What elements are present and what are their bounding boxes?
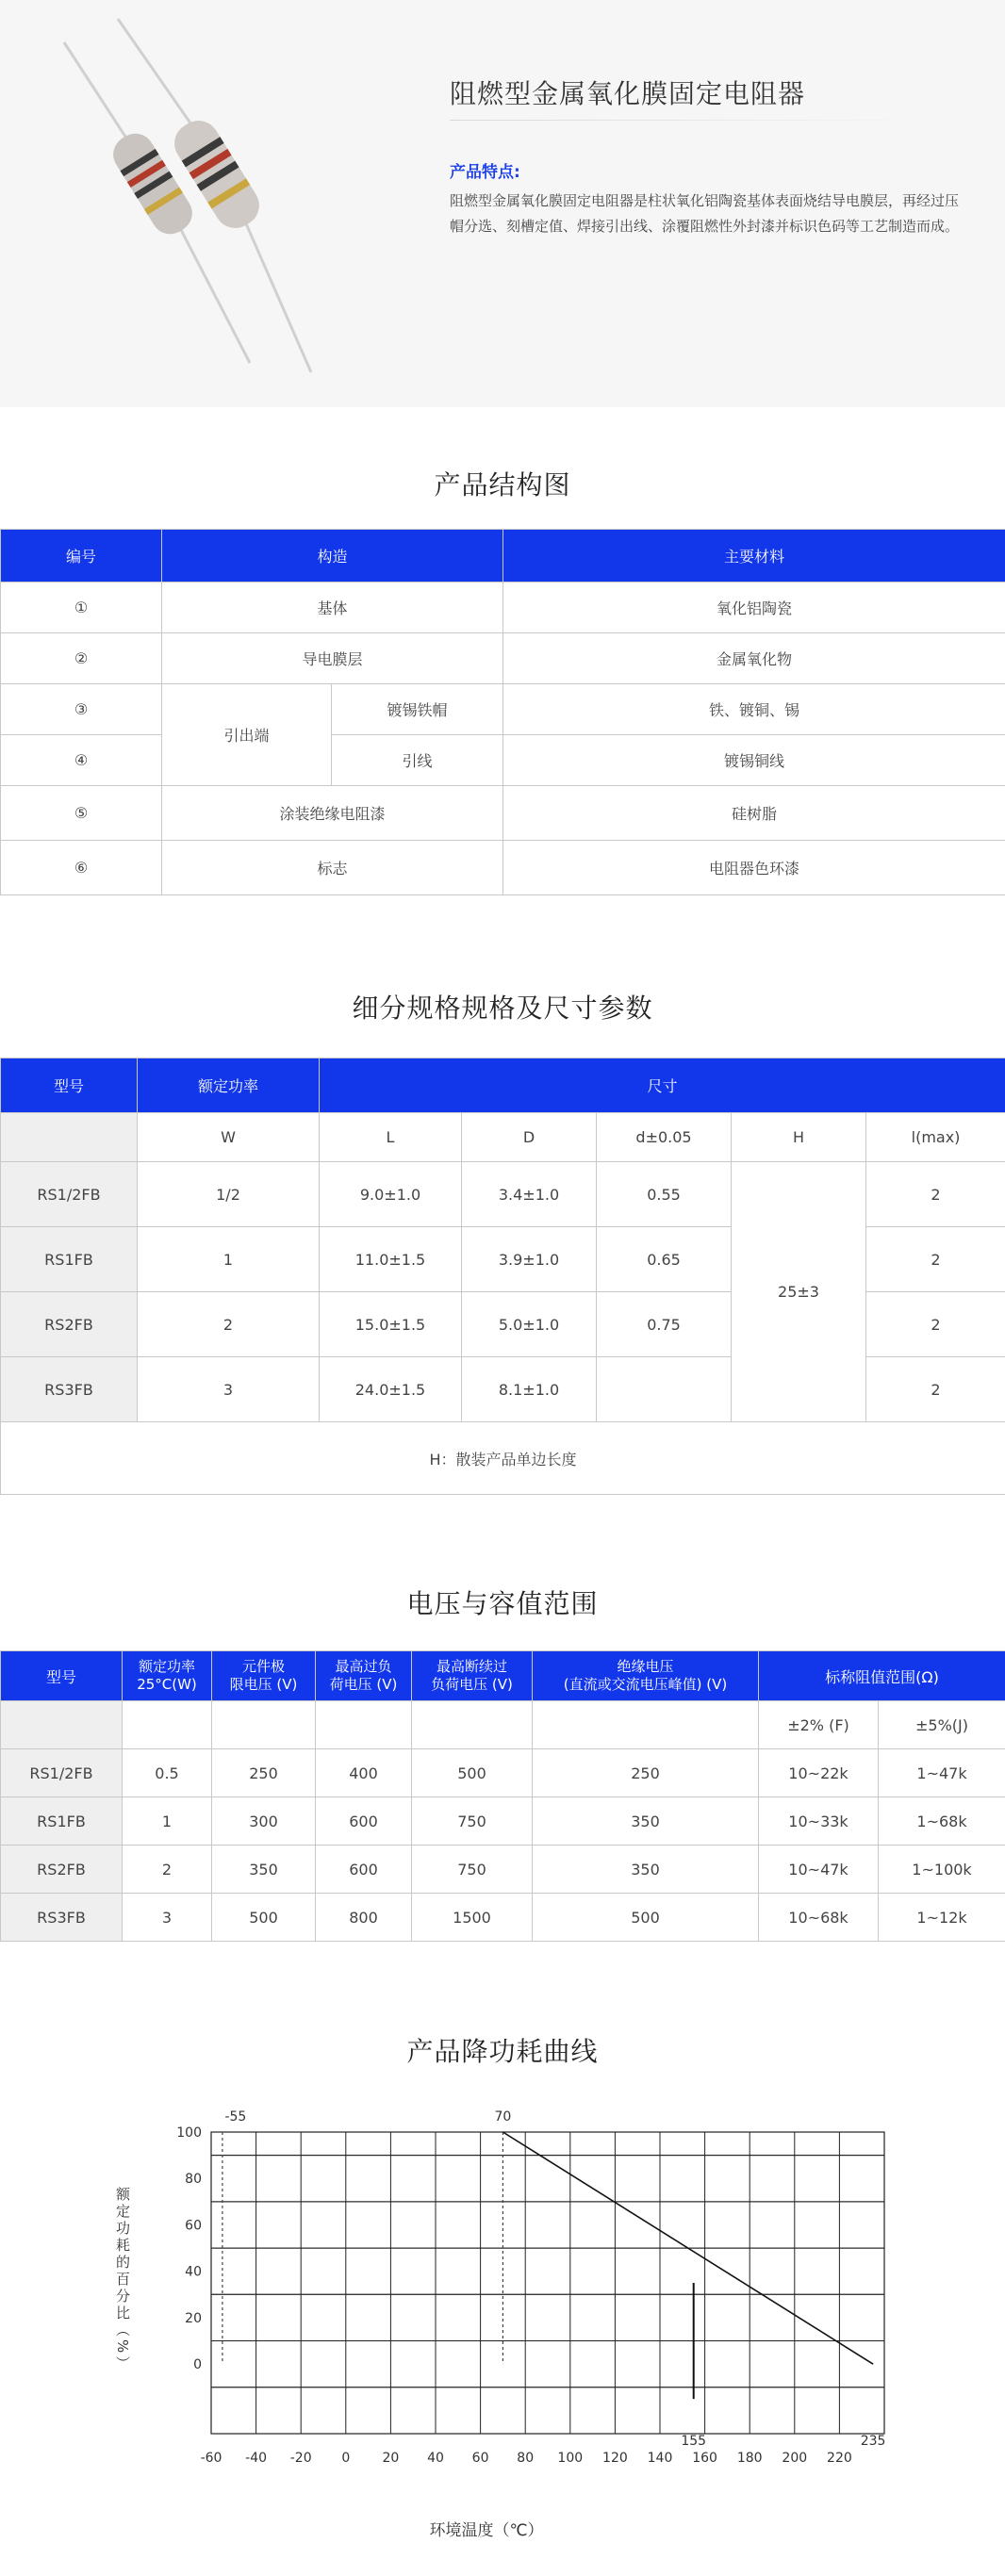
row-material: 硅树脂 [503, 786, 1005, 841]
y-tick-label: 40 [185, 2264, 202, 2280]
row-part: 涂装绝缘电阻漆 [162, 786, 503, 841]
features-label: 产品特点: [450, 163, 520, 182]
x-tick-label: 160 [692, 2451, 717, 2466]
intermittent-cell: 750 [412, 1797, 533, 1846]
insulation-cell: 350 [533, 1797, 759, 1846]
plot-frame [211, 2132, 884, 2434]
power-cell: 2 [138, 1292, 320, 1357]
power-cell: 1 [138, 1227, 320, 1292]
header-cell: 构造 [162, 530, 503, 582]
table-row [1, 841, 1005, 895]
dimensions-note: H：散装产品单边长度 [1, 1422, 1005, 1495]
table-header-row [1, 1058, 1005, 1113]
x-tick-label: 100 [557, 2451, 584, 2466]
table-subheader-row [1, 1113, 1005, 1162]
subheader-cell: d±0.05 [597, 1113, 732, 1162]
intermittent-cell: 750 [412, 1846, 533, 1894]
header-cell: 额定功率 [138, 1058, 320, 1113]
limit-cell: 250 [212, 1749, 316, 1797]
structure-table [0, 529, 1005, 895]
power-cell: 0.5 [123, 1749, 212, 1797]
lead-diameter-cell [597, 1357, 732, 1422]
power-cell: 1/2 [138, 1162, 320, 1227]
product-title: 阻燃型金属氧化膜固定电阻器 [450, 78, 806, 109]
table-subheader-row [1, 1701, 1005, 1749]
row-material: 镀锡铜线 [503, 735, 1005, 786]
model-cell: RS1/2FB [1, 1749, 123, 1797]
table-row [1, 1797, 1005, 1846]
y-tick-label: 80 [185, 2172, 202, 2188]
table-row [1, 735, 1005, 786]
row-material: 铁、镀铜、锡 [503, 684, 1005, 735]
header-cell: 型号 [1, 1058, 138, 1113]
voltage-table [0, 1650, 1005, 1942]
blank-cell [412, 1701, 533, 1749]
header-line: 限电压 (V) [229, 1676, 298, 1693]
y-tick-label: 60 [185, 2218, 202, 2234]
overload-cell: 400 [316, 1749, 412, 1797]
power-cell: 3 [138, 1357, 320, 1422]
voltage-title: 电压与容值范围 [406, 1588, 599, 1619]
header-line: 元件极 [241, 1658, 285, 1675]
diameter-cell: 3.4±1.0 [462, 1162, 597, 1227]
blank-cell [123, 1701, 212, 1749]
header-cell [212, 1651, 316, 1701]
annotation-155: 155 [681, 2434, 707, 2449]
y-tick-label: 0 [193, 2357, 202, 2373]
product-header [0, 0, 1005, 407]
lmax-cell: 2 [866, 1227, 1005, 1292]
x-tick-label: 40 [427, 2451, 444, 2466]
overload-cell: 600 [316, 1846, 412, 1894]
lead-diameter-cell: 0.65 [597, 1227, 732, 1292]
range-j-cell: 1~12k [879, 1894, 1005, 1942]
header-line: (直流或交流电压峰值) (V) [563, 1676, 728, 1693]
x-tick-label: 140 [647, 2451, 673, 2466]
table-row [1, 633, 1005, 684]
x-tick-label: 180 [736, 2451, 763, 2466]
subheader-cell: D [462, 1113, 597, 1162]
overload-cell: 800 [316, 1894, 412, 1942]
length-cell: 11.0±1.5 [320, 1227, 462, 1292]
model-cell: RS1FB [1, 1227, 138, 1292]
header-cell: 主要材料 [503, 530, 1005, 582]
x-tick-label: 120 [602, 2451, 628, 2466]
power-cell: 2 [123, 1846, 212, 1894]
dimensions-title: 细分规格规格及尺寸参数 [352, 993, 653, 1024]
header-cell: 编号 [1, 530, 162, 582]
power-cell: 3 [123, 1894, 212, 1942]
x-tick-label: -60 [200, 2451, 222, 2466]
length-cell: 24.0±1.5 [320, 1357, 462, 1422]
overload-cell: 600 [316, 1797, 412, 1846]
limit-cell: 500 [212, 1894, 316, 1942]
subheader-cell: L [320, 1113, 462, 1162]
header-cell: 型号 [1, 1651, 123, 1701]
annotation-minus55: -55 [224, 2109, 247, 2125]
row-number: ④ [1, 735, 162, 786]
range-f-cell: 10~33k [759, 1797, 879, 1846]
x-tick-label: 200 [782, 2451, 808, 2466]
x-axis-label: 环境温度（℃） [429, 2521, 544, 2540]
row-part: 镀锡铁帽 [332, 684, 503, 735]
blank-cell [316, 1701, 412, 1749]
lead-diameter-cell: 0.75 [597, 1292, 732, 1357]
row-material: 氧化铝陶瓷 [503, 582, 1005, 633]
diameter-cell: 5.0±1.0 [462, 1292, 597, 1357]
header-line: 最高断续过 [436, 1658, 507, 1675]
resistor-image [38, 0, 434, 407]
header-cell: 标称阻值范围(Ω) [759, 1651, 1005, 1701]
header-line: 绝缘电压 [617, 1658, 674, 1675]
range-j-cell: 1~47k [879, 1749, 1005, 1797]
h-cell: 25±3 [732, 1162, 866, 1422]
model-cell: RS3FB [1, 1894, 123, 1942]
x-tick-label: 220 [827, 2451, 852, 2466]
model-cell: RS2FB [1, 1292, 138, 1357]
annotation-70: 70 [494, 2109, 512, 2125]
limit-cell: 350 [212, 1846, 316, 1894]
blank-cell [1, 1113, 138, 1162]
x-tick-label: 80 [517, 2451, 535, 2466]
header-line: 25°C(W) [137, 1676, 197, 1693]
row-number: ⑤ [1, 786, 162, 841]
features-text: 阻燃型金属氧化膜固定电阻器是柱状氧化铝陶瓷基体表面烧结导电膜层，再经过压帽分选、刻槽定值、焊接引出线、涂覆阻燃性外封漆并标识色码等工艺制造而成。 [450, 192, 960, 235]
header-line: 额定功率 [138, 1658, 195, 1675]
blank-cell [533, 1701, 759, 1749]
row-material: 电阻器色环漆 [503, 841, 1005, 895]
table-header-row [1, 1651, 1005, 1701]
model-cell: RS1/2FB [1, 1162, 138, 1227]
table-row [1, 582, 1005, 633]
derating-title: 产品降功耗曲线 [406, 2036, 599, 2067]
row-part: 标志 [162, 841, 503, 895]
range-f-cell: 10~22k [759, 1749, 879, 1797]
table-row [1, 684, 1005, 735]
intermittent-cell: 1500 [412, 1894, 533, 1942]
dimensions-table [0, 1058, 1005, 1495]
y-tick-label: 20 [185, 2310, 202, 2326]
x-tick-label: -40 [245, 2451, 268, 2466]
power-cell: 1 [123, 1797, 212, 1846]
header-cell [316, 1651, 412, 1701]
insulation-cell: 250 [533, 1749, 759, 1797]
y-tick-label: 100 [176, 2125, 202, 2141]
range-j-cell: 1~68k [879, 1797, 1005, 1846]
header-line: 负荷电压 (V) [431, 1676, 513, 1693]
subheader-cell: ±2% (F) [759, 1701, 879, 1749]
lmax-cell: 2 [866, 1357, 1005, 1422]
range-f-cell: 10~47k [759, 1846, 879, 1894]
row-part: 基体 [162, 582, 503, 633]
x-tick-label: 60 [471, 2451, 489, 2466]
header-cell: 尺寸 [320, 1058, 1005, 1113]
row-number: ② [1, 633, 162, 684]
subheader-cell: W [138, 1113, 320, 1162]
header-cell [123, 1651, 212, 1701]
intermittent-cell: 500 [412, 1749, 533, 1797]
table-row [1, 786, 1005, 841]
subheader-cell: l(max) [866, 1113, 1005, 1162]
subheader-cell: H [732, 1113, 866, 1162]
note-row [1, 1422, 1005, 1495]
model-cell: RS1FB [1, 1797, 123, 1846]
length-cell: 9.0±1.0 [320, 1162, 462, 1227]
limit-cell: 300 [212, 1797, 316, 1846]
row-part: 导电膜层 [162, 633, 503, 684]
table-row [1, 1894, 1005, 1942]
range-j-cell: 1~100k [879, 1846, 1005, 1894]
lead-diameter-cell: 0.55 [597, 1162, 732, 1227]
x-tick-label: 20 [382, 2451, 400, 2466]
diameter-cell: 8.1±1.0 [462, 1357, 597, 1422]
table-row [1, 1162, 1005, 1227]
annotation-235: 235 [860, 2434, 886, 2449]
row-part: 引线 [332, 735, 503, 786]
insulation-cell: 500 [533, 1894, 759, 1942]
insulation-cell: 350 [533, 1846, 759, 1894]
row-group: 引出端 [162, 684, 332, 786]
table-row [1, 1846, 1005, 1894]
model-cell: RS2FB [1, 1846, 123, 1894]
blank-cell [212, 1701, 316, 1749]
blank-cell [1, 1701, 123, 1749]
row-number: ① [1, 582, 162, 633]
title-divider [450, 120, 931, 121]
row-number: ③ [1, 684, 162, 735]
x-tick-label: 0 [341, 2451, 351, 2466]
diameter-cell: 3.9±1.0 [462, 1227, 597, 1292]
lmax-cell: 2 [866, 1162, 1005, 1227]
header-line: 荷电压 (V) [329, 1676, 398, 1693]
model-cell: RS3FB [1, 1357, 138, 1422]
row-material: 金属氧化物 [503, 633, 1005, 684]
header-line: 最高过负 [335, 1658, 392, 1675]
x-tick-label: -20 [289, 2451, 312, 2466]
row-number: ⑥ [1, 841, 162, 895]
table-row [1, 1749, 1005, 1797]
structure-title: 产品结构图 [434, 469, 571, 500]
y-axis-label: 额定功耗的百分比（%） [114, 2187, 131, 2373]
header-cell [533, 1651, 759, 1701]
length-cell: 15.0±1.5 [320, 1292, 462, 1357]
range-f-cell: 10~68k [759, 1894, 879, 1942]
lmax-cell: 2 [866, 1292, 1005, 1357]
header-cell [412, 1651, 533, 1701]
table-header-row [1, 530, 1005, 582]
subheader-cell: ±5%(J) [879, 1701, 1005, 1749]
derating-chart [0, 2092, 1005, 2564]
